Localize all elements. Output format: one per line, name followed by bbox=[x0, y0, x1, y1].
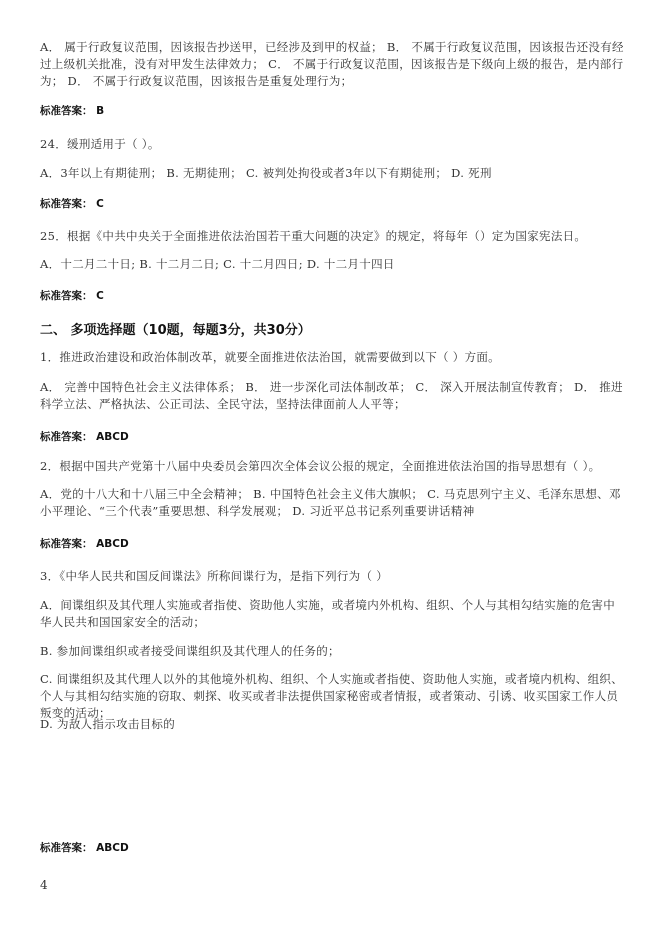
q25-question: 25．根据《中共中央关于全面推进依法治国若干重大问题的决定》的规定，将每年（）定为国家宪法日。 bbox=[40, 229, 587, 243]
m1-question: 1．推进政治建设和政治体制改革，就要全面推进依法治国，就需要做到以下（ ）方面。 bbox=[40, 350, 500, 364]
m3-answer: 标准答案： ABCD bbox=[40, 842, 129, 854]
m1-options: A． 完善中国特色社会主义法律体系； B． 进一步深化司法体制改革； C． 深入开展法制宣传教育； D． 推进科学立法、严格执法、公正司法、全民守法，坚持法律面前人人平等； bbox=[40, 380, 623, 411]
m1-answer: 标准答案： ABCD bbox=[40, 431, 129, 443]
m2-answer: 标准答案： ABCD bbox=[40, 538, 129, 550]
m3-option-a: A．间谍组织及其代理人实施或者指使、资助他人实施，或者境内外机构、组织、个人与其相勾结实施的危害中华人民共和国国家安全的活动； bbox=[40, 598, 615, 629]
m3-option-b: B. 参加间谍组织或者接受间谍组织及其代理人的任务的； bbox=[40, 644, 340, 658]
q25-options: A．十二月二十日; B. 十二月二日; C. 十二月四日; D. 十二月十四日 bbox=[40, 257, 395, 271]
page-number: 4 bbox=[40, 878, 48, 892]
q25-answer: 标准答案： C bbox=[40, 290, 104, 302]
q23-options: A． 属于行政复议范围，因该报告抄送甲，已经涉及到甲的权益； B． 不属于行政复议范围，因该报告还没有经过上级机关批准，没有对甲发生法律效力； C． 不属于行政复议范围，因该报告是下级向上级的报告，是内部行为； D． 不属于行政复议范围，因该报告是重复处理行为； bbox=[40, 40, 624, 88]
m2-options: A．党的十八大和十八届三中全会精神； B. 中国特色社会主义伟大旗帜； C. 马克思列宁主义、毛泽东思想、邓小平理论、“三个代表”重要思想、科学发展观； D. 习近平总书记系列重要讲话精神 bbox=[40, 487, 621, 518]
m3-option-d: D. 为敌人指示攻击目标的 bbox=[40, 717, 176, 731]
section-heading: 二、 多项选择题（10题，每题3分，共30分） bbox=[40, 323, 311, 338]
m3-question: 3．《中华人民共和国反间谍法》所称间谍行为，是指下列行为（ ） bbox=[40, 569, 389, 583]
q24-answer: 标准答案： C bbox=[40, 198, 104, 210]
q24-question: 24．缓刑适用于（ ）。 bbox=[40, 137, 160, 151]
m2-question: 2．根据中国共产党第十八届中央委员会第四次全体会议公报的规定，全面推进依法治国的指导思想有（ ）。 bbox=[40, 459, 601, 473]
m3-option-c: C. 间谍组织及其代理人以外的其他境外机构、组织、个人实施或者指使、资助他人实施，或者境内机构、组织、个人与其相勾结实施的窃取、刺探、收买或者非法提供国家秘密或者情报，或者策动、引诱、收买国家工作人员叛变的活动； bbox=[40, 672, 623, 720]
q23-answer: 标准答案： B bbox=[40, 105, 105, 117]
q24-options: A．3年以上有期徒刑； B. 无期徒刑； C. 被判处拘役或者3年以下有期徒刑； D. 死刑 bbox=[40, 166, 492, 180]
